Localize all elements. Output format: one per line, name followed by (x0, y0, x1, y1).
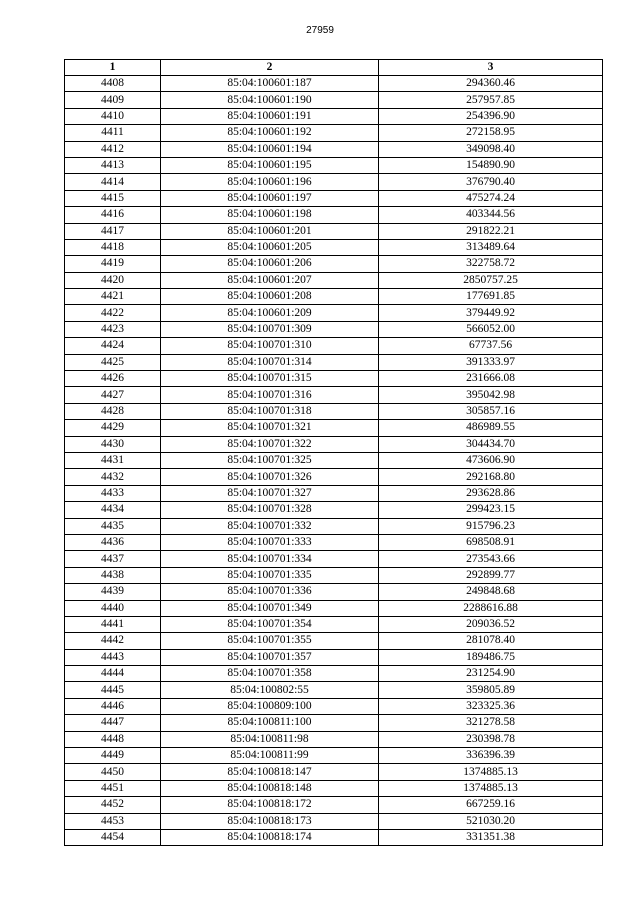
value-cell: 473606.90 (379, 452, 603, 468)
cadastral-number-cell: 85:04:100601:191 (161, 108, 379, 124)
cadastral-number-cell: 85:04:100818:147 (161, 764, 379, 780)
cadastral-number-cell: 85:04:100701:316 (161, 387, 379, 403)
value-cell: 313489.64 (379, 239, 603, 255)
value-cell: 486989.55 (379, 420, 603, 436)
row-number-cell: 4418 (65, 239, 161, 255)
value-cell: 376790.40 (379, 174, 603, 190)
value-cell: 177691.85 (379, 289, 603, 305)
value-cell: 67737.56 (379, 338, 603, 354)
value-cell: 231254.90 (379, 666, 603, 682)
table-row (65, 518, 603, 534)
row-number-cell: 4416 (65, 207, 161, 223)
table-row (65, 338, 603, 354)
value-cell: 1374885.13 (379, 764, 603, 780)
table-row (65, 272, 603, 288)
row-number-cell: 4420 (65, 272, 161, 288)
table-row (65, 436, 603, 452)
table-row (65, 420, 603, 436)
row-number-cell: 4410 (65, 108, 161, 124)
row-number-cell: 4438 (65, 567, 161, 583)
cadastral-number-cell: 85:04:100601:192 (161, 125, 379, 141)
table-row (65, 321, 603, 337)
table-row (65, 715, 603, 731)
row-number-cell: 4436 (65, 534, 161, 550)
table-row (65, 223, 603, 239)
row-number-cell: 4434 (65, 502, 161, 518)
row-number-cell: 4445 (65, 682, 161, 698)
row-number-cell: 4447 (65, 715, 161, 731)
value-cell: 257957.85 (379, 92, 603, 108)
cadastral-number-cell: 85:04:100811:99 (161, 748, 379, 764)
row-number-cell: 4446 (65, 698, 161, 714)
table-row (65, 748, 603, 764)
column-header-3: 3 (379, 60, 603, 76)
value-cell: 249848.68 (379, 584, 603, 600)
row-number-cell: 4444 (65, 666, 161, 682)
row-number-cell: 4439 (65, 584, 161, 600)
value-cell: 273543.66 (379, 551, 603, 567)
value-cell: 2850757.25 (379, 272, 603, 288)
cadastral-number-cell: 85:04:100701:327 (161, 485, 379, 501)
table-row (65, 797, 603, 813)
cadastral-number-cell: 85:04:100818:173 (161, 813, 379, 829)
table-body (65, 76, 603, 846)
cadastral-number-cell: 85:04:100601:194 (161, 141, 379, 157)
value-cell: 349098.40 (379, 141, 603, 157)
row-number-cell: 4408 (65, 76, 161, 92)
row-number-cell: 4430 (65, 436, 161, 452)
cadastral-number-cell: 85:04:100701:334 (161, 551, 379, 567)
row-number-cell: 4454 (65, 829, 161, 845)
row-number-cell: 4426 (65, 371, 161, 387)
cadastral-number-cell: 85:04:100701:332 (161, 518, 379, 534)
cadastral-number-cell: 85:04:100701:318 (161, 403, 379, 419)
value-cell: 1374885.13 (379, 780, 603, 796)
table-row (65, 387, 603, 403)
row-number-cell: 4419 (65, 256, 161, 272)
cadastral-number-cell: 85:04:100802:55 (161, 682, 379, 698)
table-row (65, 666, 603, 682)
value-cell: 395042.98 (379, 387, 603, 403)
table-row (65, 584, 603, 600)
table-row (65, 452, 603, 468)
row-number-cell: 4450 (65, 764, 161, 780)
value-cell: 294360.46 (379, 76, 603, 92)
value-cell: 379449.92 (379, 305, 603, 321)
row-number-cell: 4425 (65, 354, 161, 370)
cadastral-number-cell: 85:04:100701:322 (161, 436, 379, 452)
table-row (65, 256, 603, 272)
table-row (65, 469, 603, 485)
row-number-cell: 4452 (65, 797, 161, 813)
cadastral-number-cell: 85:04:100601:205 (161, 239, 379, 255)
table-row (65, 600, 603, 616)
value-cell: 915796.23 (379, 518, 603, 534)
cadastral-number-cell: 85:04:100701:315 (161, 371, 379, 387)
row-number-cell: 4437 (65, 551, 161, 567)
cadastral-number-cell: 85:04:100601:209 (161, 305, 379, 321)
table-row (65, 190, 603, 206)
row-number-cell: 4411 (65, 125, 161, 141)
value-cell: 272158.95 (379, 125, 603, 141)
column-header-1: 1 (65, 60, 161, 76)
value-cell: 2288616.88 (379, 600, 603, 616)
value-cell: 304434.70 (379, 436, 603, 452)
row-number-cell: 4428 (65, 403, 161, 419)
table-row (65, 371, 603, 387)
cadastral-number-cell: 85:04:100601:196 (161, 174, 379, 190)
value-cell: 336396.39 (379, 748, 603, 764)
cadastral-number-cell: 85:04:100701:310 (161, 338, 379, 354)
row-number-cell: 4440 (65, 600, 161, 616)
value-cell: 292168.80 (379, 469, 603, 485)
row-number-cell: 4448 (65, 731, 161, 747)
table-row (65, 764, 603, 780)
value-cell: 403344.56 (379, 207, 603, 223)
table-row (65, 108, 603, 124)
value-cell: 359805.89 (379, 682, 603, 698)
value-cell: 291822.21 (379, 223, 603, 239)
table-row (65, 157, 603, 173)
row-number-cell: 4451 (65, 780, 161, 796)
value-cell: 321278.58 (379, 715, 603, 731)
row-number-cell: 4417 (65, 223, 161, 239)
page-number: 27959 (306, 25, 334, 36)
row-number-cell: 4421 (65, 289, 161, 305)
cadastral-number-cell: 85:04:100701:326 (161, 469, 379, 485)
table-row (65, 239, 603, 255)
cadastral-number-cell: 85:04:100701:355 (161, 633, 379, 649)
cadastral-number-cell: 85:04:100601:201 (161, 223, 379, 239)
value-cell: 331351.38 (379, 829, 603, 845)
table-row (65, 76, 603, 92)
row-number-cell: 4441 (65, 616, 161, 632)
table-row (65, 289, 603, 305)
row-number-cell: 4414 (65, 174, 161, 190)
table-row (65, 616, 603, 632)
table-row (65, 698, 603, 714)
table-row (65, 780, 603, 796)
value-cell: 230398.78 (379, 731, 603, 747)
table-row (65, 354, 603, 370)
table-header (65, 60, 603, 76)
cadastral-number-cell: 85:04:100701:309 (161, 321, 379, 337)
row-number-cell: 4422 (65, 305, 161, 321)
cadastral-number-cell: 85:04:100601:187 (161, 76, 379, 92)
cadastral-number-cell: 85:04:100601:206 (161, 256, 379, 272)
table-row (65, 813, 603, 829)
table-row (65, 633, 603, 649)
value-cell: 322758.72 (379, 256, 603, 272)
cadastral-number-cell: 85:04:100601:197 (161, 190, 379, 206)
table-row (65, 502, 603, 518)
value-cell: 281078.40 (379, 633, 603, 649)
table-row (65, 551, 603, 567)
table-row (65, 125, 603, 141)
cadastral-number-cell: 85:04:100601:190 (161, 92, 379, 108)
cadastral-number-cell: 85:04:100818:174 (161, 829, 379, 845)
table-row (65, 731, 603, 747)
cadastral-number-cell: 85:04:100818:148 (161, 780, 379, 796)
value-cell: 293628.86 (379, 485, 603, 501)
value-cell: 475274.24 (379, 190, 603, 206)
cadastral-number-cell: 85:04:100701:336 (161, 584, 379, 600)
table-row (65, 403, 603, 419)
row-number-cell: 4449 (65, 748, 161, 764)
cadastral-number-cell: 85:04:100701:333 (161, 534, 379, 550)
value-cell: 189486.75 (379, 649, 603, 665)
table-row (65, 682, 603, 698)
row-number-cell: 4423 (65, 321, 161, 337)
row-number-cell: 4424 (65, 338, 161, 354)
table-row (65, 567, 603, 583)
table-row (65, 305, 603, 321)
value-cell: 698508.91 (379, 534, 603, 550)
table-row (65, 207, 603, 223)
row-number-cell: 4431 (65, 452, 161, 468)
table-row (65, 534, 603, 550)
value-cell: 254396.90 (379, 108, 603, 124)
header-row (65, 60, 603, 76)
cadastral-number-cell: 85:04:100809:100 (161, 698, 379, 714)
value-cell: 391333.97 (379, 354, 603, 370)
cadastral-number-cell: 85:04:100811:100 (161, 715, 379, 731)
cadastral-number-cell: 85:04:100701:358 (161, 666, 379, 682)
value-cell: 154890.90 (379, 157, 603, 173)
value-cell: 305857.16 (379, 403, 603, 419)
value-cell: 231666.08 (379, 371, 603, 387)
value-cell: 299423.15 (379, 502, 603, 518)
table-row (65, 829, 603, 845)
cadastral-number-cell: 85:04:100601:207 (161, 272, 379, 288)
table-row (65, 141, 603, 157)
cadastral-number-cell: 85:04:100701:349 (161, 600, 379, 616)
row-number-cell: 4443 (65, 649, 161, 665)
table-row (65, 649, 603, 665)
value-cell: 209036.52 (379, 616, 603, 632)
row-number-cell: 4427 (65, 387, 161, 403)
cadastral-number-cell: 85:04:100701:325 (161, 452, 379, 468)
row-number-cell: 4413 (65, 157, 161, 173)
row-number-cell: 4409 (65, 92, 161, 108)
cadastral-number-cell: 85:04:100701:354 (161, 616, 379, 632)
row-number-cell: 4433 (65, 485, 161, 501)
cadastral-number-cell: 85:04:100701:357 (161, 649, 379, 665)
cadastral-number-cell: 85:04:100601:198 (161, 207, 379, 223)
cadastral-number-cell: 85:04:100601:208 (161, 289, 379, 305)
value-cell: 667259.16 (379, 797, 603, 813)
value-cell: 566052.00 (379, 321, 603, 337)
row-number-cell: 4432 (65, 469, 161, 485)
row-number-cell: 4442 (65, 633, 161, 649)
row-number-cell: 4412 (65, 141, 161, 157)
cadastral-number-cell: 85:04:100701:314 (161, 354, 379, 370)
column-header-2: 2 (161, 60, 379, 76)
cadastral-value-table (64, 59, 603, 846)
row-number-cell: 4435 (65, 518, 161, 534)
table-row (65, 485, 603, 501)
table-row (65, 174, 603, 190)
cadastral-number-cell: 85:04:100818:172 (161, 797, 379, 813)
row-number-cell: 4415 (65, 190, 161, 206)
value-cell: 521030.20 (379, 813, 603, 829)
value-cell: 292899.77 (379, 567, 603, 583)
table-row (65, 92, 603, 108)
cadastral-number-cell: 85:04:100811:98 (161, 731, 379, 747)
value-cell: 323325.36 (379, 698, 603, 714)
row-number-cell: 4429 (65, 420, 161, 436)
cadastral-number-cell: 85:04:100701:321 (161, 420, 379, 436)
row-number-cell: 4453 (65, 813, 161, 829)
cadastral-number-cell: 85:04:100601:195 (161, 157, 379, 173)
cadastral-number-cell: 85:04:100701:328 (161, 502, 379, 518)
cadastral-number-cell: 85:04:100701:335 (161, 567, 379, 583)
